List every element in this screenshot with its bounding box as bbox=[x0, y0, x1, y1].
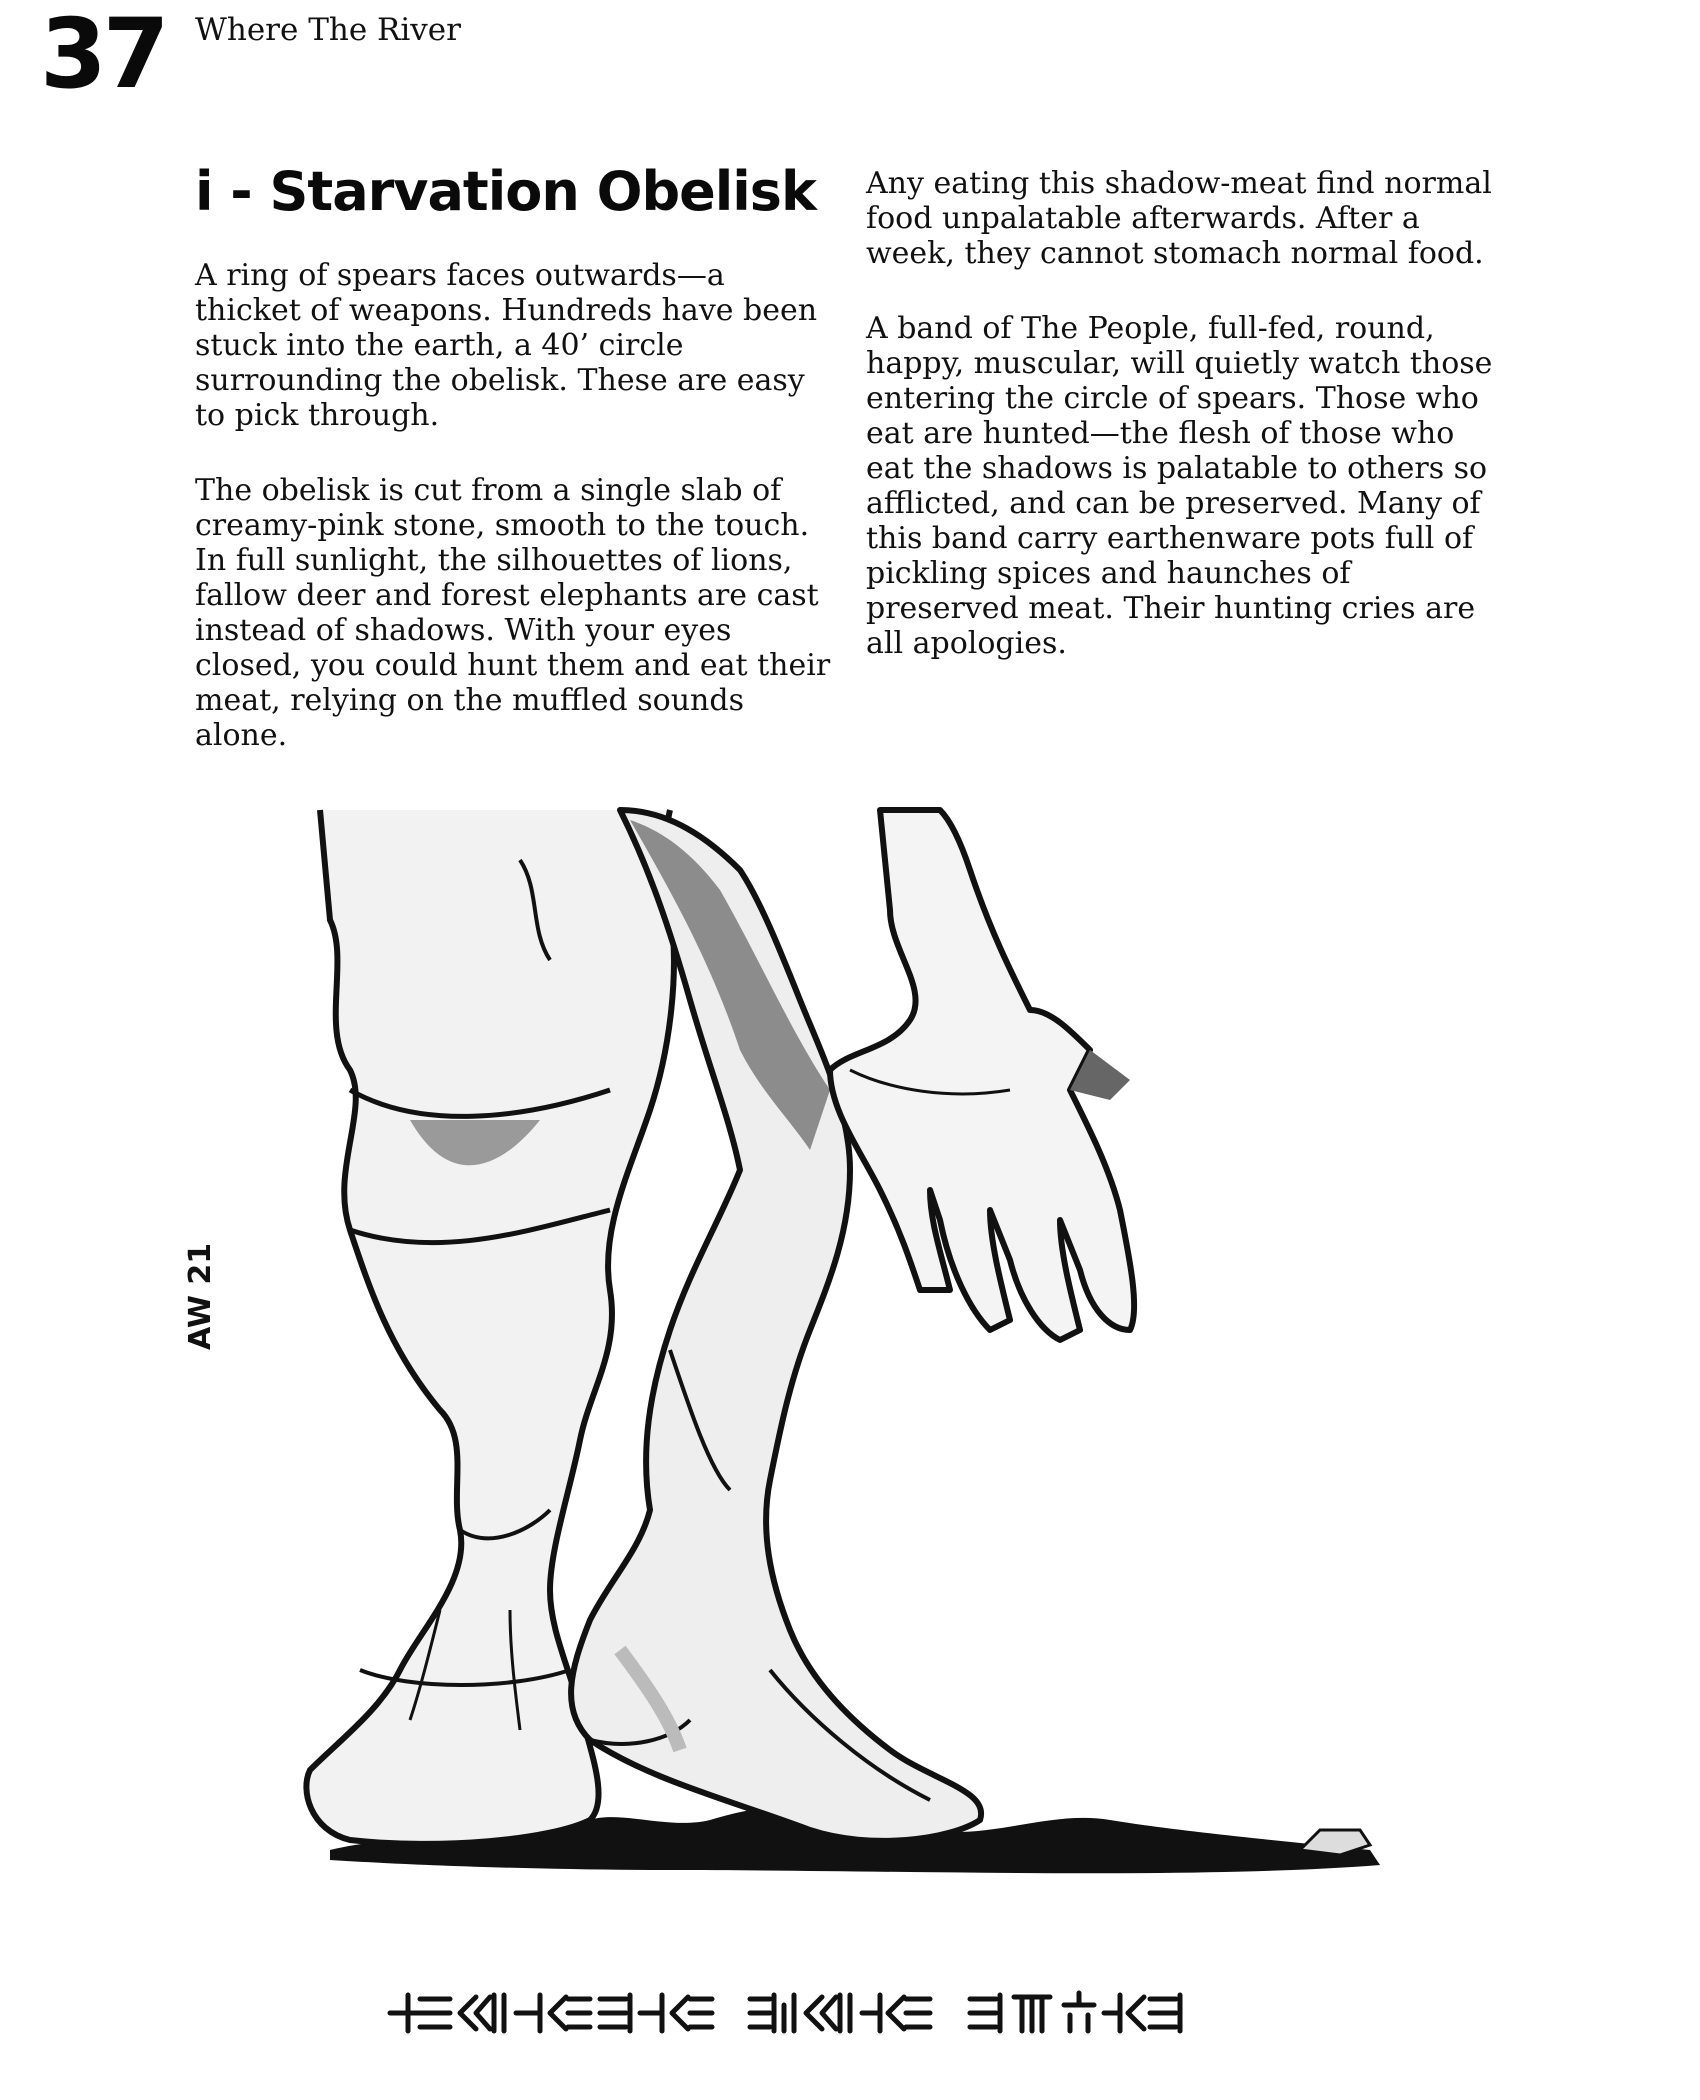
left-column bbox=[195, 160, 835, 793]
right-column bbox=[866, 166, 1506, 701]
cuneiform-script-icon bbox=[390, 1985, 1290, 2041]
body-paragraph: Any eating this shadow-meat find normal food unpalatable afterwards. After a week, they cannot stomach normal food. bbox=[866, 166, 1492, 271]
page-number: 37 bbox=[40, 0, 166, 110]
section-title: i - Starvation Obelisk bbox=[195, 160, 816, 223]
signature: AW 21 bbox=[183, 1242, 218, 1350]
running-head: Where The River bbox=[195, 12, 461, 48]
body-paragraph: The obelisk is cut from a single slab of creamy-pink stone, smooth to the touch. In full sunlight, the silhouettes of lions, fallow deer and forest elephants are cast instead of shadows. With your eyes closed, you could hunt them and eat their meat, relying on the muffled sounds alone. bbox=[195, 473, 831, 753]
body-paragraph: A band of The People, full-fed, round, happy, muscular, will quietly watch those entering the circle of spears. Those who eat are hunted—the flesh of those who eat the shadows is palatable to others so afflicted, and can be preserved. Many of this band carry earthenware pots full of pickling spices and haunches of preserved meat. Their hunting cries are all apologies. bbox=[866, 311, 1493, 661]
legs-illustration bbox=[183, 790, 1490, 1920]
body-paragraph: A ring of spears faces outwards—a thicket of weapons. Hundreds have been stuck into the earth, a 40’ circle surrounding the obelisk. These are easy to pick through. bbox=[195, 258, 818, 433]
signature-mark bbox=[183, 1243, 218, 1350]
